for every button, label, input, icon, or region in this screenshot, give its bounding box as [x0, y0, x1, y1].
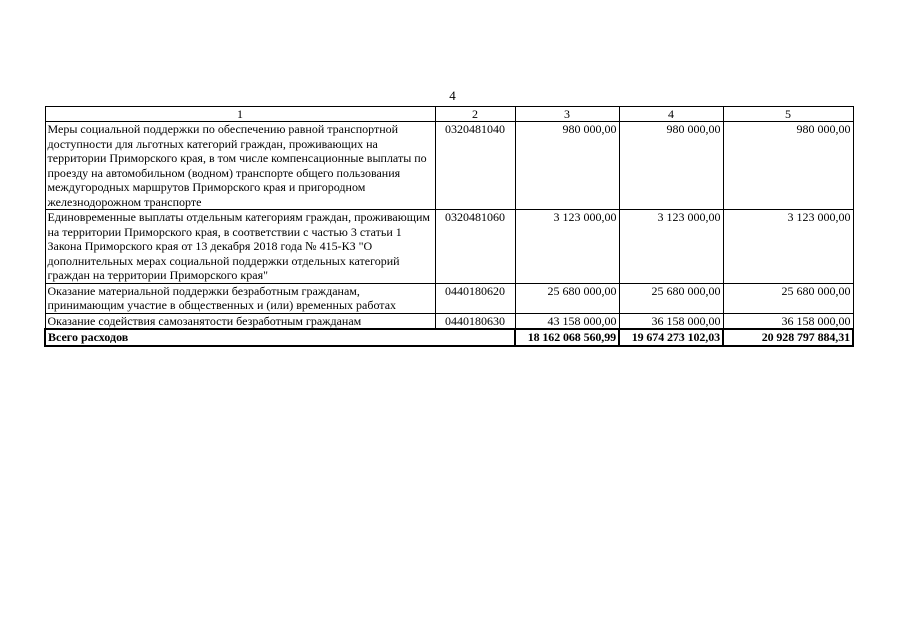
amount-col4: 25 680 000,00	[619, 283, 723, 313]
amount-col3: 43 158 000,00	[515, 313, 619, 329]
expense-code: 0440180620	[435, 283, 515, 313]
amount-col5: 980 000,00	[723, 122, 853, 210]
expense-name: Оказание материальной поддержки безработным гражданам, принимающим участие в общественных и (или) временных работах	[45, 283, 435, 313]
amount-col5: 25 680 000,00	[723, 283, 853, 313]
amount-col4: 3 123 000,00	[619, 210, 723, 284]
expense-code: 0440180630	[435, 313, 515, 329]
amount-col3: 25 680 000,00	[515, 283, 619, 313]
expense-name: Оказание содействия самозанятости безработным гражданам	[45, 313, 435, 329]
amount-col5: 36 158 000,00	[723, 313, 853, 329]
amount-col3: 3 123 000,00	[515, 210, 619, 284]
total-col4: 19 674 273 102,03	[619, 329, 723, 346]
column-header: 5	[723, 107, 853, 122]
total-col3: 18 162 068 560,99	[515, 329, 619, 346]
total-col5: 20 928 797 884,31	[723, 329, 853, 346]
amount-col3: 980 000,00	[515, 122, 619, 210]
expense-code: 0320481060	[435, 210, 515, 284]
page-number: 4	[449, 88, 456, 103]
expense-name: Единовременные выплаты отдельным категориям граждан, проживающим на территории Приморского края, в соответствии с частью 3 статьи 1 Закона Приморского края от 13 декабря 2018 года № 415-КЗ "О дополнительных мерах социальной поддержки отдельных категорий граждан на территории Приморского края"	[45, 210, 435, 284]
budget-table	[44, 106, 854, 347]
table-row	[45, 313, 853, 329]
column-header: 3	[515, 107, 619, 122]
column-header: 2	[435, 107, 515, 122]
table-row	[45, 283, 853, 313]
column-header: 4	[619, 107, 723, 122]
table-row	[45, 122, 853, 210]
expense-code: 0320481040	[435, 122, 515, 210]
amount-col5: 3 123 000,00	[723, 210, 853, 284]
table-row	[45, 210, 853, 284]
total-label: Всего расходов	[45, 329, 515, 346]
amount-col4: 36 158 000,00	[619, 313, 723, 329]
total-row	[45, 329, 853, 346]
column-number-row	[45, 107, 853, 122]
column-header: 1	[45, 107, 435, 122]
expense-name: Меры социальной поддержки по обеспечению равной транспортной доступности для льготных категорий граждан, проживающих на территории Приморского края, в том числе компенсационные выплаты по проезду на автомобильном (водном) транспорте общего пользования междугородных маршрутов Приморского края и пригородном железнодорожном транспорте	[45, 122, 435, 210]
amount-col4: 980 000,00	[619, 122, 723, 210]
